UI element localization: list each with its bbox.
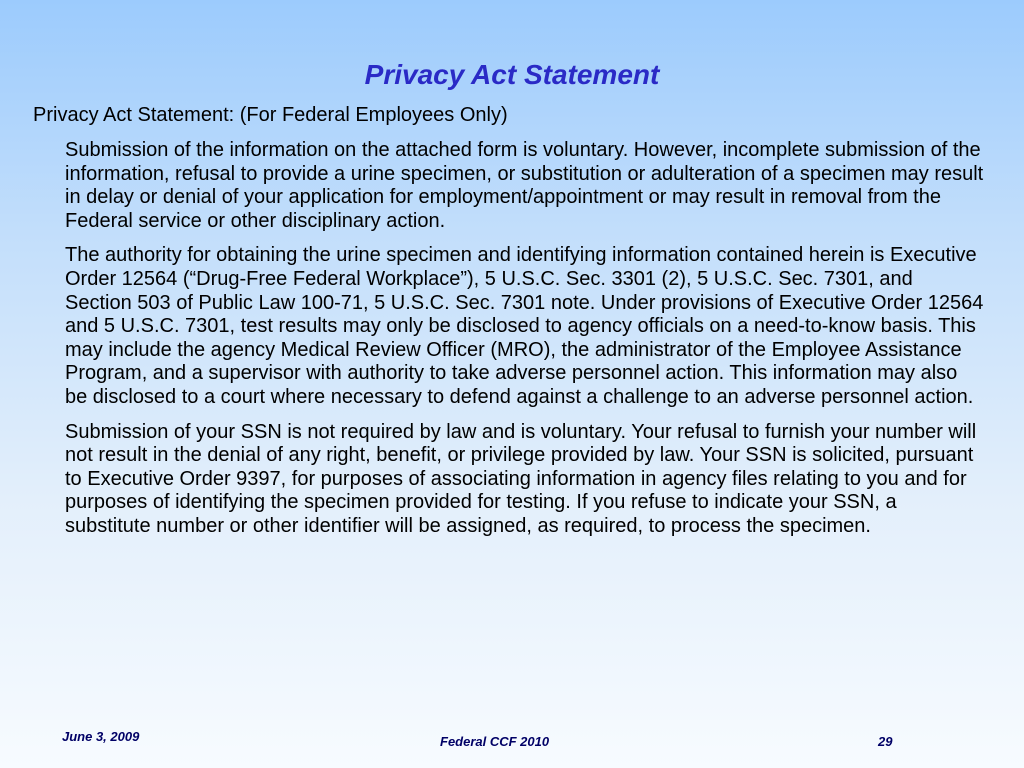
body-text bbox=[65, 139, 985, 550]
footer-title: Federal CCF 2010 bbox=[440, 734, 550, 749]
slide-title: Privacy Act Statement bbox=[364, 59, 660, 90]
footer-date: June 3, 2009 bbox=[62, 729, 140, 744]
paragraph-authority: The authority for obtaining the urine specimen and identifying information contained herein is Executive Order 12564 (“Drug-Free Federal Workplace”), 5 U.S.C. Sec. 3301 (2), 5 U.S.C. Sec. 7301, and Section 503 of Public Law 100-71, 5 U.S.C. Sec. 7301 note. Under provisions of Executive Order 12564 and 5 U.S.C. 7301, test results may only be disclosed to agency officials on a need-to-know basis. This may include the agency Medical Review Officer (MRO), the administrator of the Employee Assistance Program, and a supervisor with authority to take adverse personnel action. This information may also be disclosed to a court where necessary to defend against a challenge to an adverse personnel action. bbox=[65, 244, 984, 408]
paragraph-ssn: Submission of your SSN is not required by law and is voluntary. Your refusal to furnish your number will not result in the denial of any right, benefit, or privilege provided by law. Your SSN is solicited, pursuant to Executive Order 9397, for purposes of associating information in agency files relating to you and for purposes of identifying the specimen provided for testing. If you refuse to indicate your SSN, a substitute number or other identifier will be assigned, as required, to process the specimen. bbox=[65, 420, 977, 537]
page-number: 29 bbox=[878, 734, 893, 749]
section-heading: Privacy Act Statement: (For Federal Employees Only) bbox=[33, 104, 508, 126]
paragraph-voluntary-submission: Submission of the information on the attached form is voluntary. However, incomplete submission of the information, refusal to provide a urine specimen, or substitution or adulteration of a specimen may result in delay or denial of your application for employment/appointment or may result in removal from the Federal service or other disciplinary action. bbox=[65, 139, 984, 232]
